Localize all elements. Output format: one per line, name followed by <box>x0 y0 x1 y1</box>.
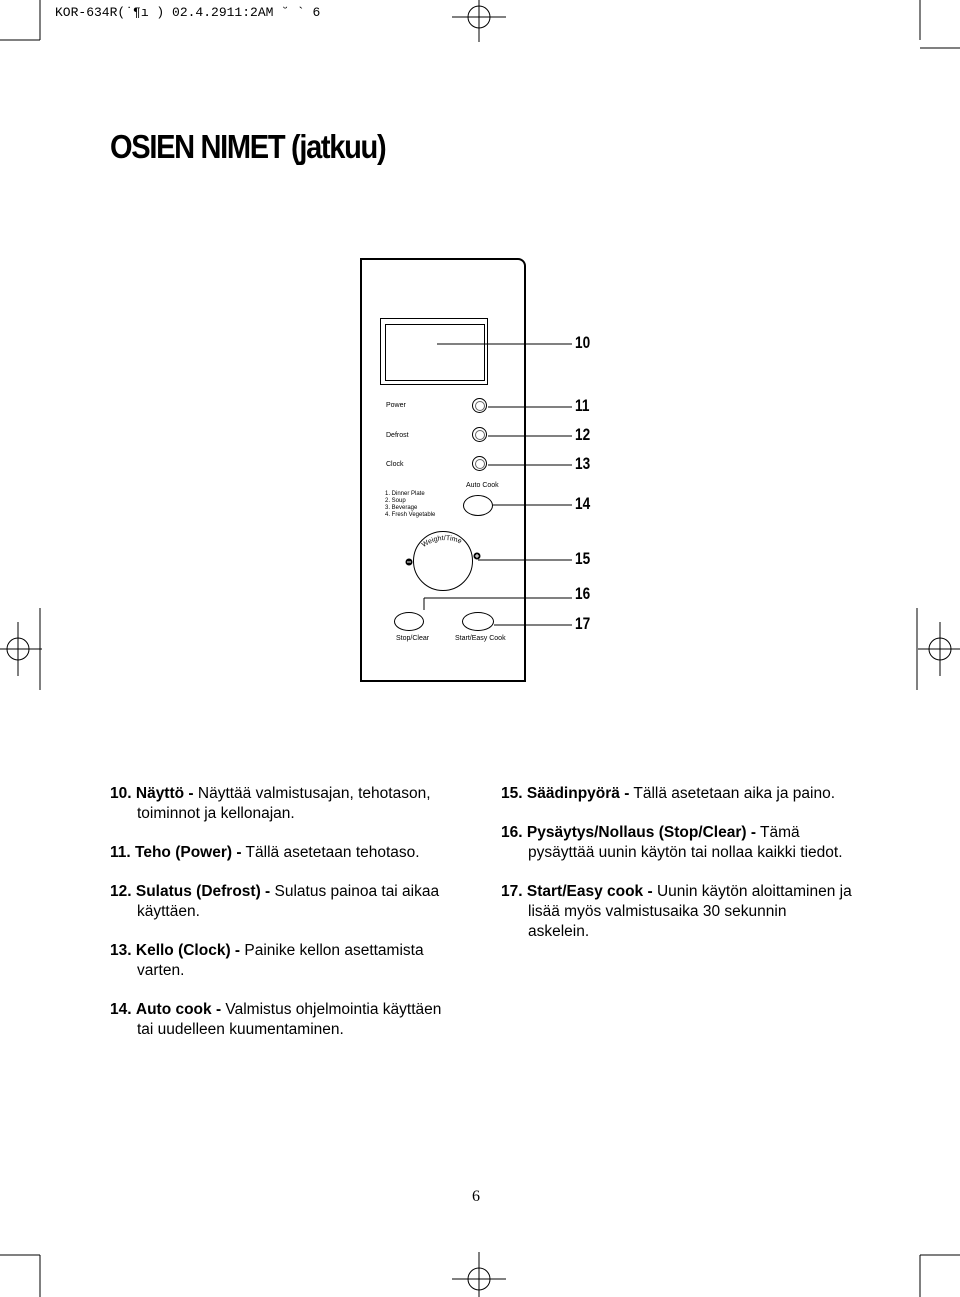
description-item-16: 16. Pysäytys/Nollaus (Stop/Clear) - Tämä pysäyttää uunin käytön tai nollaa kaikki tiedot. <box>501 824 843 861</box>
description-item-13: 13. Kello (Clock) - Painike kellon asettamista varten. <box>110 942 424 979</box>
description-item-15: 15. Säädinpyörä - Tällä asetetaan aika ja paino. <box>501 785 836 802</box>
auto-cook-label: Auto Cook <box>466 482 499 489</box>
auto-list-item: 1. Dinner Plate <box>385 491 425 497</box>
weight-time-label: Weight/Time <box>420 534 463 549</box>
auto-list-item: 4. Fresh Vegetable <box>385 512 436 518</box>
page-title: OSIEN NIMET (jatkuu) <box>110 128 386 165</box>
callout-11: 11 <box>575 396 590 415</box>
description-item-14: 14. Auto cook - Valmistus ohjelmointia käyttäen tai uudelleen kuumentaminen. <box>110 1001 442 1038</box>
page-number: 6 <box>472 1188 480 1205</box>
auto-list-item: 2. Soup <box>385 498 406 504</box>
description-item-11: 11. Teho (Power) - Tällä asetetaan tehotaso. <box>110 844 420 861</box>
clock-label: Clock <box>386 461 404 468</box>
callout-16: 16 <box>575 584 591 603</box>
callout-12: 12 <box>575 425 591 444</box>
defrost-label: Defrost <box>386 432 409 439</box>
callout-10: 10 <box>575 333 591 352</box>
callout-13: 13 <box>575 454 591 473</box>
callout-14: 14 <box>575 494 591 513</box>
callout-15: 15 <box>575 549 591 568</box>
description-item-12: 12. Sulatus (Defrost) - Sulatus painoa tai aikaa käyttäen. <box>110 883 440 920</box>
power-label: Power <box>386 402 406 409</box>
description-item-10: 10. Näyttö - Näyttää valmistusajan, tehotason, toiminnot ja kellonajan. <box>110 785 431 822</box>
auto-list-item: 3. Beverage <box>385 505 418 511</box>
stop-clear-label: Stop/Clear <box>396 635 430 642</box>
print-header: KOR-634R(˙¶ı ) 02.4.2911:2AM ˘ ` 6 <box>55 5 321 20</box>
description-item-17: 17. Start/Easy cook - Uunin käytön aloittaminen ja lisää myös valmistusaika 30 sekunnin askelein. <box>501 883 852 940</box>
callout-17: 17 <box>575 614 591 633</box>
start-easy-cook-label: Start/Easy Cook <box>455 635 506 642</box>
